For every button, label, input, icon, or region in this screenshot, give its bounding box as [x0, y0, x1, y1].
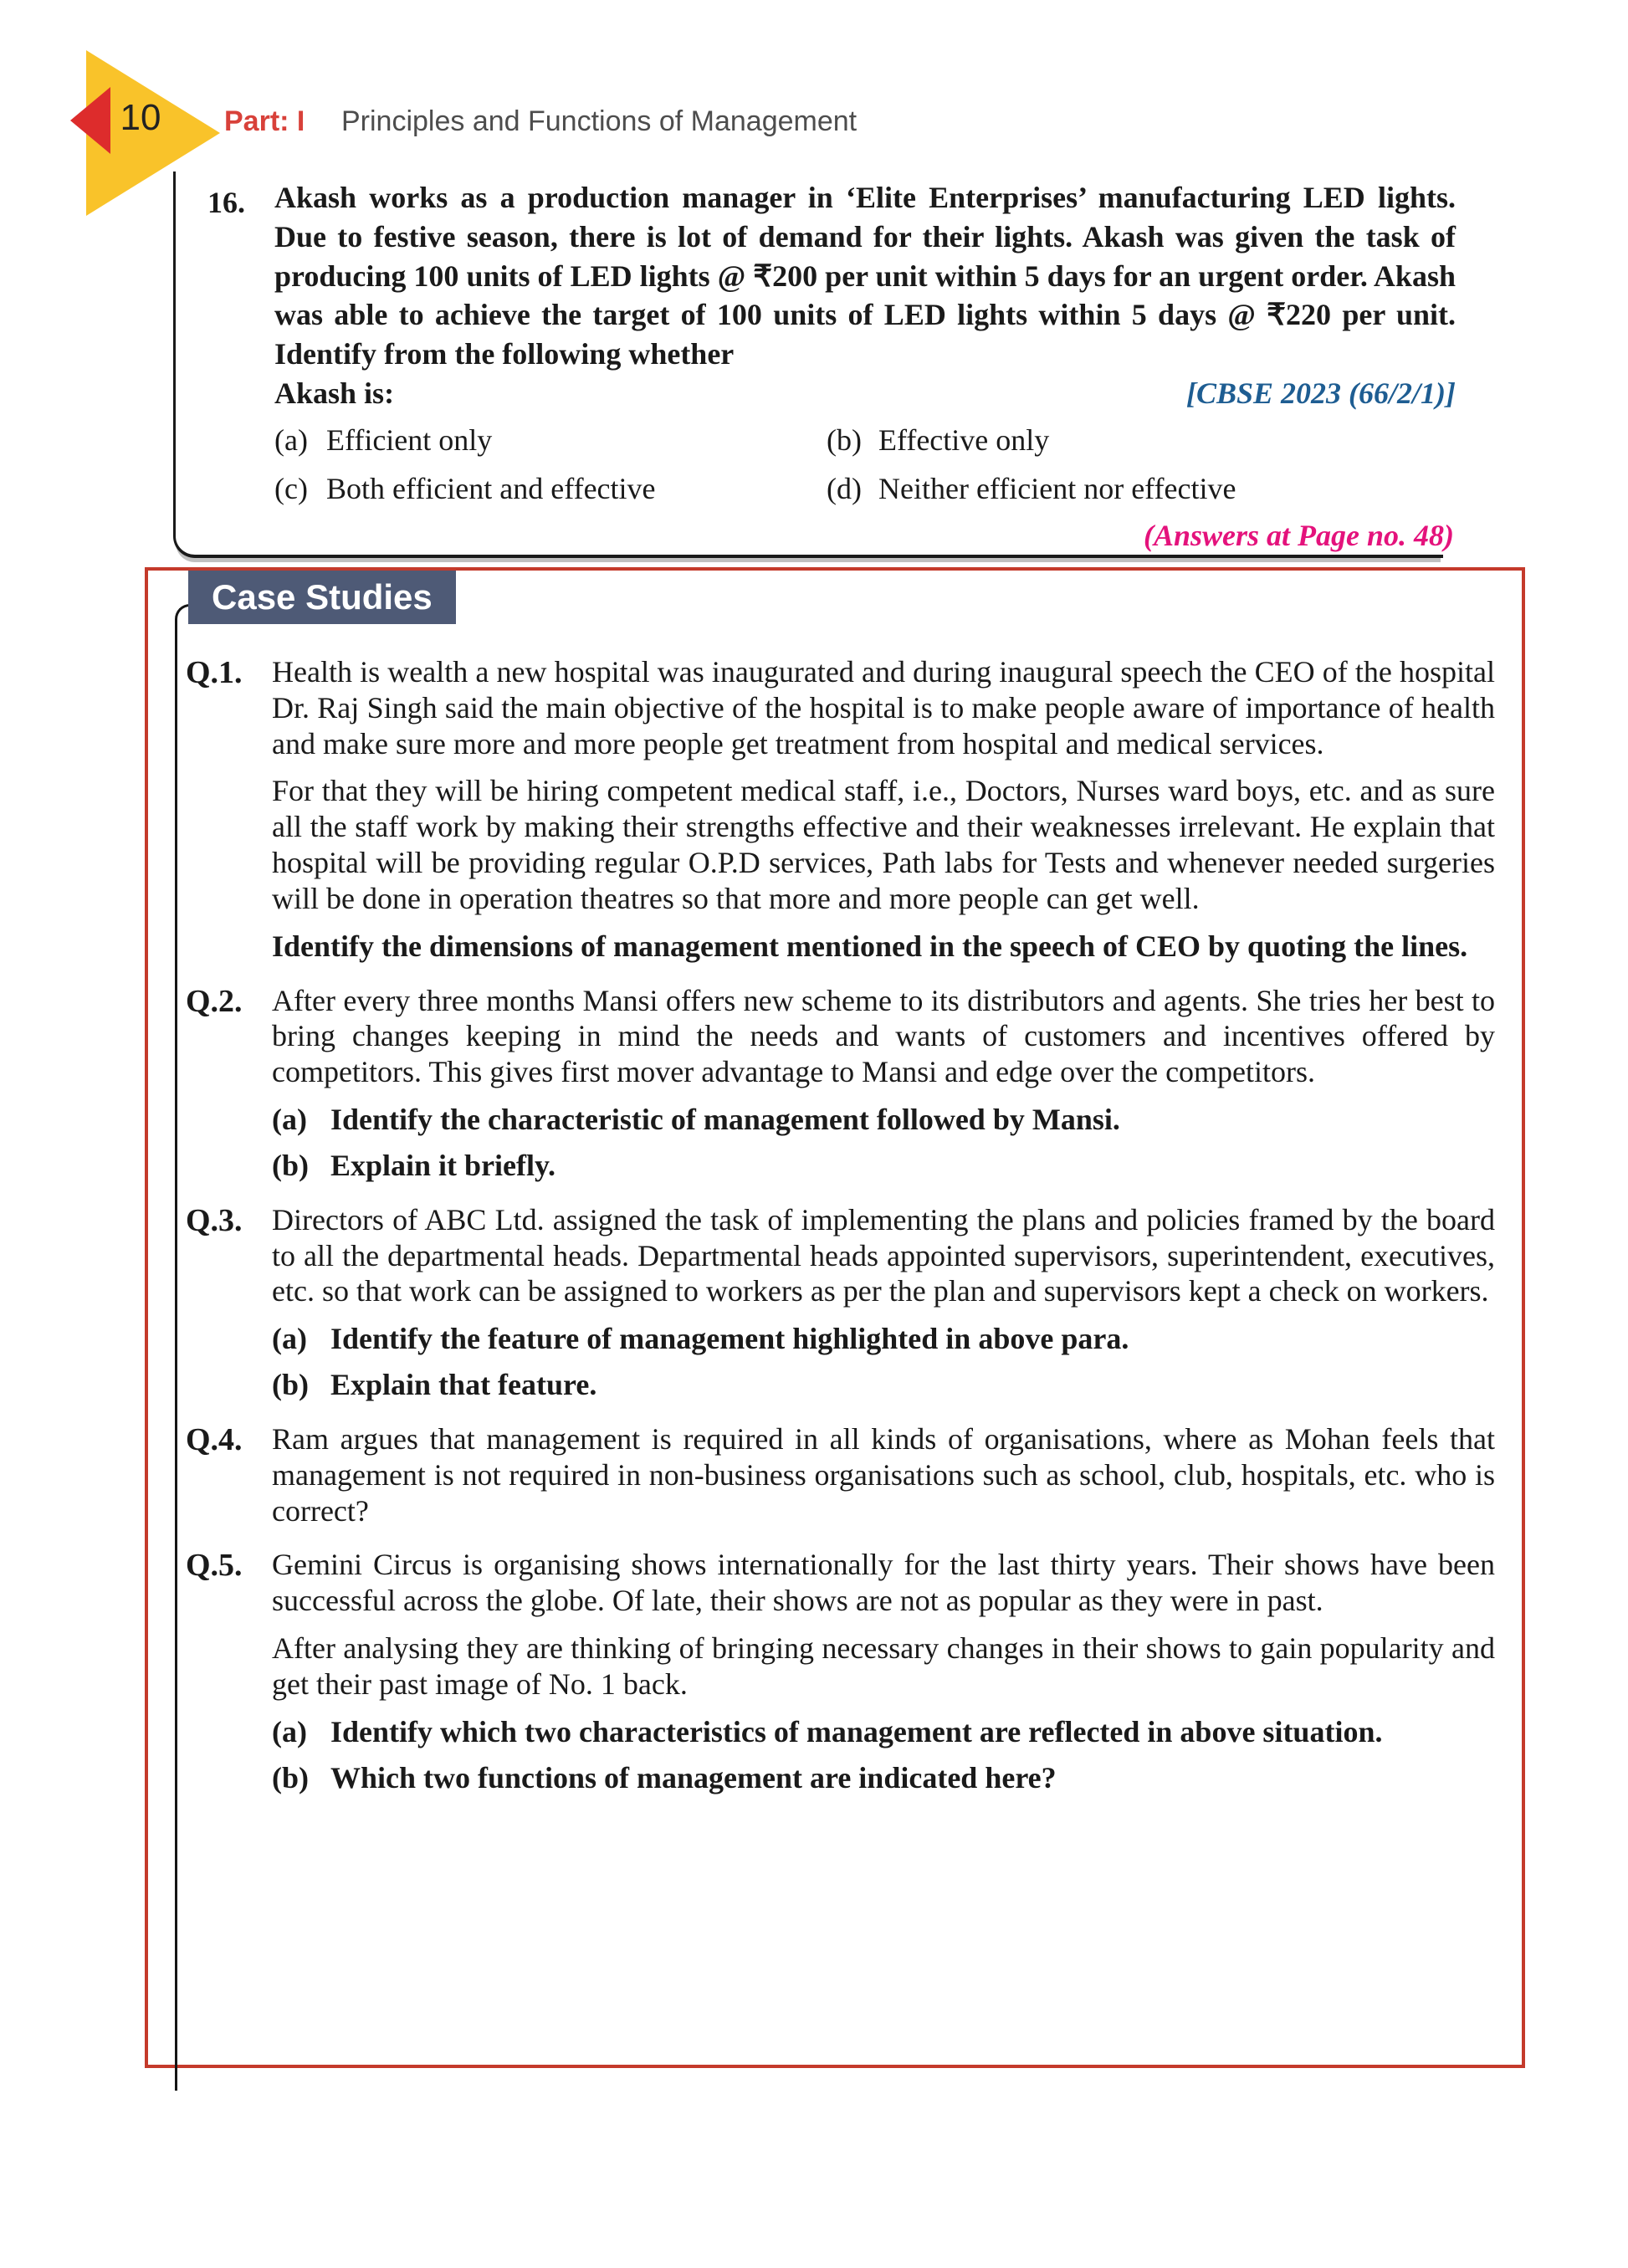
question-text: Akash works as a production manager in ‘Elite Enterprises’ manufacturing LED lights. Due to festive season, there is lot of demand for their lights. Akash was given the task of producing 100 units of LED lights @ ₹200 per unit within 5 days for an urgent order. Akash was able to achieve the target of 100 units of LED lights within 5 days @ ₹220 per unit. Identify from the following whether	[274, 181, 1456, 371]
part-label: Part: I	[224, 105, 305, 137]
mcq-question-box	[173, 172, 1456, 558]
page-number: 10	[120, 97, 161, 138]
options-grid	[274, 421, 1456, 509]
option-d-text: Neither efficient nor effective	[878, 471, 1236, 505]
case-question-2	[186, 983, 1495, 1184]
question-number: Q.5.	[186, 1548, 243, 1584]
sub-question-label: (a)	[272, 1103, 307, 1137]
mcq-question-16	[207, 178, 1456, 553]
sub-question-text: Which two functions of management are indicated here?	[330, 1760, 1057, 1794]
option-b-text: Effective only	[878, 422, 1050, 457]
case-studies-bracket-line	[175, 604, 194, 2091]
question-paragraph: Ram argues that management is required in all kinds of organisations, where as Mohan feels that management is not required in non-business organisations such as school, club, hospitals, etc. who is correct?	[272, 1421, 1495, 1528]
case-question-1	[186, 654, 1495, 965]
option-c	[274, 469, 827, 509]
sub-question-text: Explain it briefly.	[330, 1148, 556, 1182]
sub-question-text: Identify the characteristic of management followed by Mansi.	[330, 1103, 1120, 1137]
question-text-tail: Akash is:	[274, 376, 395, 410]
question-paragraph: After every three months Mansi offers new scheme to its distributors and agents. She tries her best to bring changes keeping in mind the needs and wants of customers and incentives offered by competitors. This gives first mover advantage to Mansi and edge over the competitors.	[272, 983, 1495, 1089]
case-question-3	[186, 1202, 1495, 1403]
sub-question-a	[272, 1321, 1495, 1357]
option-b-label: (b)	[827, 422, 862, 457]
sub-question-a	[272, 1714, 1495, 1750]
case-question-4	[186, 1421, 1495, 1528]
question-paragraph: Directors of ABC Ltd. assigned the task of implementing the plans and policies framed by the board to all the departmental heads. Departmental heads appointed supervisors, superintendent, executives, etc. so that work can be assigned to workers as per the plan and supervisors kept a check on workers.	[272, 1202, 1495, 1308]
sub-question-a	[272, 1102, 1495, 1138]
option-c-text: Both efficient and effective	[326, 471, 656, 505]
case-studies-content	[186, 654, 1495, 1814]
question-paragraph: Health is wealth a new hospital was inaugurated and during inaugural speech the CEO of the hospital Dr. Raj Singh said the main objective of the hospital is to make people aware of importance of health and make sure more and more people get treatment from hospital and medical services.	[272, 655, 1495, 760]
cbse-citation: [CBSE 2023 (66/2/1)]	[1185, 376, 1456, 410]
sub-question-label: (b)	[272, 1148, 309, 1182]
question-paragraph: Gemini Circus is organising shows internationally for the last thirty years. Their shows have been successful across the globe. Of late, their shows are not as popular as they were in past.	[272, 1548, 1495, 1618]
sub-question-text: Identify the feature of management highlighted in above para.	[330, 1322, 1129, 1356]
option-a	[274, 421, 827, 460]
page-title: Principles and Functions of Management	[341, 105, 858, 137]
option-a-text: Efficient only	[326, 422, 493, 457]
sub-question-label: (a)	[272, 1714, 307, 1748]
sub-question-label: (b)	[272, 1368, 309, 1402]
option-d-label: (d)	[827, 471, 862, 505]
option-b	[827, 421, 1456, 460]
question-task: Identify the dimensions of management mentioned in the speech of CEO by quoting the lines.	[272, 929, 1468, 963]
answers-page-note: (Answers at Page no. 48)	[1143, 519, 1454, 553]
sub-question-label: (a)	[272, 1322, 307, 1356]
question-number: Q.3.	[186, 1202, 243, 1238]
sub-question-b	[272, 1367, 1495, 1403]
option-d	[827, 469, 1456, 509]
sub-question-b	[272, 1148, 1495, 1184]
option-c-label: (c)	[274, 471, 308, 505]
sub-question-text: Identify which two characteristics of management are reflected in above situation.	[330, 1714, 1383, 1748]
case-question-5	[186, 1547, 1495, 1795]
question-number: Q.4.	[186, 1421, 243, 1457]
sub-question-label: (b)	[272, 1760, 309, 1794]
option-a-label: (a)	[274, 422, 308, 457]
case-studies-heading: Case Studies	[188, 571, 456, 624]
question-number: 16.	[207, 186, 245, 219]
question-paragraph: After analysing they are thinking of bringing necessary changes in their shows to gain popularity and get their past image of No. 1 back.	[272, 1631, 1495, 1701]
sub-question-b	[272, 1760, 1495, 1796]
question-paragraph: For that they will be hiring competent medical staff, i.e., Doctors, Nurses ward boys, etc. and as sure all the staff work by making their strengths effective and their weaknesses irrelevant. He explain that hospital will be providing regular O.P.D services, Path labs for Tests and whenever needed surgeries will be done in operation theatres so that more and more people can get well.	[272, 774, 1495, 915]
question-number: Q.2.	[186, 983, 243, 1019]
question-number: Q.1.	[186, 655, 243, 690]
sub-question-text: Explain that feature.	[330, 1368, 597, 1402]
